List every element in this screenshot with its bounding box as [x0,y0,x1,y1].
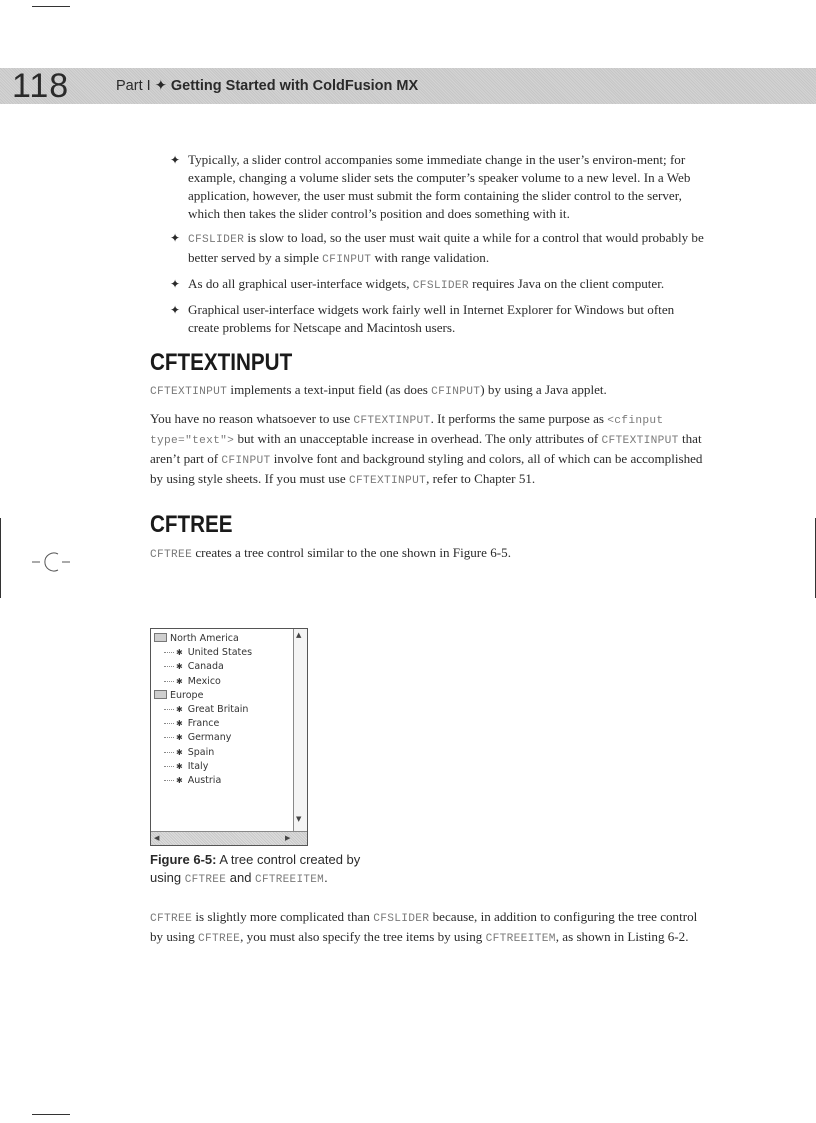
text-run: ) by using a Java applet. [480,382,607,397]
tree-node-icon: ✱ [176,733,183,743]
tree-connector [164,766,174,767]
tree-node-icon: ✱ [176,676,183,686]
text-run: Typically, a slider control accompanies some immediate change in the user’s environ-ment; for example, changing a volume slider sets the computer’s speaker volume to a new level. In a Web application, however, the user must submit the form containing the slider control to the server, which then takes the slider control’s position and does something with it. [188,152,691,221]
scroll-right-arrow-icon[interactable]: ▶ [285,834,291,842]
text-run: implements a text-input field (as does [227,382,432,397]
text-run: because, in addition to configuring the tree control by using [150,909,698,944]
tree-leaf-node[interactable] [154,774,252,788]
tree-leaf-node[interactable] [154,760,252,774]
inline-code: CFTEXTINPUT [348,475,427,487]
text-run: You have no reason whatsoever to use [150,411,354,426]
tree-leaf-label: Austria [187,774,222,786]
inline-code: CFSLIDER [373,913,430,925]
tree-leaf-label: Great Britain [187,703,249,715]
scroll-down-arrow-icon[interactable]: ▼ [296,815,302,823]
inline-code: CFSLIDER [188,234,245,246]
inline-code: CFTREE [198,933,241,945]
tree-connector [164,666,174,667]
tree-leaf-label: Germany [187,732,232,744]
star-bullet-icon: ✦ [170,277,181,291]
inline-code: CFSLIDER [412,280,469,292]
tree-control-figure [150,628,308,846]
tree-folder-label: Europe [170,689,204,701]
tree-leaf-node[interactable] [154,746,252,760]
cftree-paragraph-2-wrap [150,908,706,948]
inline-code: CFTREE [150,549,193,561]
tree-node-icon: ✱ [176,704,183,714]
inline-code: CFTREEITEM [485,933,556,945]
text-run: creates a tree control similar to the one shown in Figure 6-5. [192,545,511,560]
tree-node-icon: ✱ [176,775,183,785]
tree-connector [164,737,174,738]
folder-icon [154,633,167,642]
cftextinput-paragraph-1 [150,381,706,401]
caption-text-2: using [150,870,185,885]
top-crop-line [32,6,70,7]
tree-leaf-node[interactable] [154,731,252,745]
horizontal-scrollbar[interactable] [151,831,307,845]
tree-folder-node[interactable] [154,689,252,703]
bottom-crop-line [32,1114,70,1115]
inline-code: <cfinput type="text"> [150,415,664,447]
page-number: 118 [12,67,70,105]
caption-label: Figure 6-5: [150,852,217,867]
cftextinput-paragraph-2 [150,410,706,490]
main-content [150,151,706,564]
tree-connector [164,752,174,753]
tree-connector [164,723,174,724]
inline-code: CFTREE [150,913,193,925]
tree-node-icon: ✱ [176,662,183,672]
tree-leaf-label: United States [187,647,253,659]
tree-connector [164,709,174,710]
inline-code: CFINPUT [431,386,481,398]
text-run: requires Java on the client computer. [468,276,665,291]
text-run: is slightly more complicated than [192,909,374,924]
text-run: that aren’t part of [150,431,702,466]
figure-caption [150,851,360,889]
inline-code: CFINPUT [322,254,372,266]
tree-node-icon: ✱ [176,747,183,757]
caption-code-cftreeitem: CFTREEITEM [255,874,325,886]
cftree-paragraph-1 [150,544,706,564]
section-heading-cftextinput: CFTEXTINPUT [150,349,293,376]
registration-mark-icon [32,548,74,576]
caption-text-3: and [226,870,256,885]
left-margin-line [0,518,1,598]
star-bullet-icon: ✦ [170,153,181,167]
text-run: , refer to Chapter 51. [426,471,536,486]
inline-code: CFTEXTINPUT [353,415,431,427]
text-run: , as shown in Listing 6-2. [555,929,689,944]
bullet-list [150,151,706,337]
star-bullet-icon: ✦ [170,303,181,317]
tree-leaf-label: Italy [187,760,209,772]
tree-leaf-node[interactable] [154,646,252,660]
star-bullet-icon: ✦ [170,231,181,245]
list-item [170,229,706,269]
caption-text: A tree control created by [216,852,361,867]
part-label: Part I [116,78,151,94]
tree-folder-label: North America [170,633,239,644]
text-run: but with an unacceptable increase in overhead. The only attributes of [234,431,602,446]
tree-leaf-label: France [187,718,220,730]
separator-icon: ✦ [154,78,167,94]
scroll-left-arrow-icon[interactable]: ◀ [154,834,160,842]
caption-text-4: . [324,870,328,885]
inline-code: CFTEXTINPUT [150,386,228,398]
tree-node-icon: ✱ [176,719,183,729]
tree-connector [164,780,174,781]
text-run: is slow to load, so the user must wait quite a while for a control that would probably be better served by a simple [188,230,704,265]
vertical-scrollbar[interactable] [293,629,307,833]
caption-code-cftree: CFTREE [184,874,227,886]
tree-leaf-node[interactable] [154,675,252,689]
tree-node-icon: ✱ [176,648,183,658]
scroll-up-arrow-icon[interactable]: ▲ [296,631,302,639]
list-item [170,301,706,337]
list-item [170,275,706,295]
tree-leaf-node[interactable] [154,660,252,674]
tree-node-icon: ✱ [176,761,183,771]
running-header [116,77,418,95]
text-run: with range validation. [371,250,490,265]
list-item [170,151,706,223]
text-run: Graphical user-interface widgets work fairly well in Internet Explorer for Windows but often create problems for Netscape and Macintosh users. [188,302,675,335]
folder-icon [154,690,167,699]
text-run: involve font and background styling and colors, all of which can be accomplished by using style sheets. If you must use [150,451,703,486]
inline-code: CFTEXTINPUT [601,435,679,447]
text-run: . It performs the same purpose as [430,411,608,426]
tree-leaf-label: Canada [187,661,224,673]
tree-leaf-label: Spain [187,746,215,758]
inline-code: CFINPUT [221,455,271,467]
tree-leaf-label: Mexico [187,675,221,687]
tree-control [154,632,252,788]
tree-folder-node[interactable] [154,632,252,646]
text-run: As do all graphical user-interface widgets, [188,276,413,291]
tree-leaf-node[interactable] [154,703,252,717]
cftree-paragraph-2 [150,908,706,948]
section-heading-cftree: CFTREE [150,511,233,538]
text-run: , you must also specify the tree items by using [240,929,486,944]
chapter-title: Getting Started with ColdFusion MX [170,78,419,94]
tree-connector [164,652,174,653]
tree-connector [164,681,174,682]
tree-leaf-node[interactable] [154,717,252,731]
